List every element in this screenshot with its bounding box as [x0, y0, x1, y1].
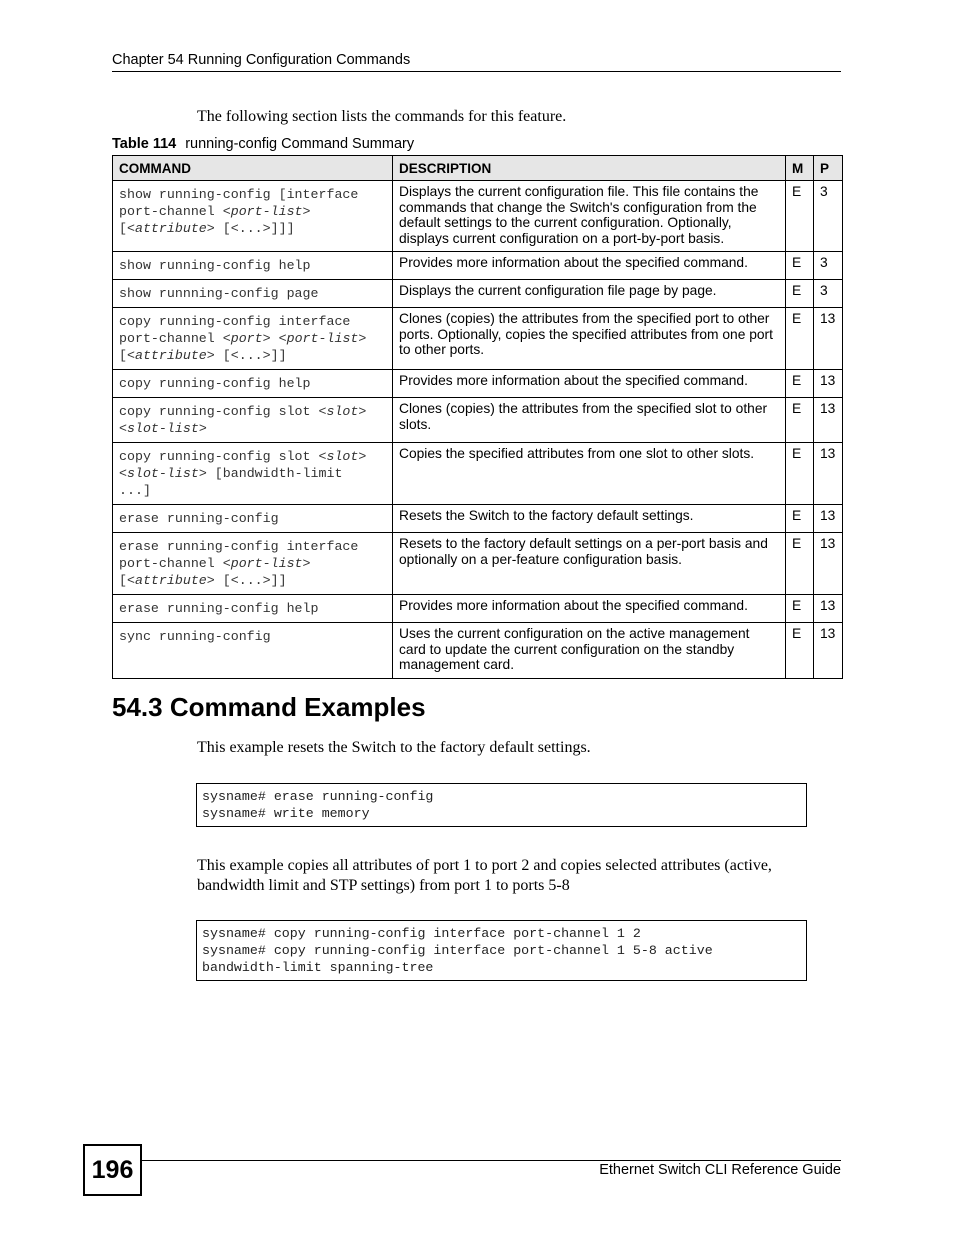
description-cell: Displays the current configuration file. This file contains the commands that change the Switch's configuration from the default settings to the current configuration. Optionally, displays current configuration on a port-by-port basis. [393, 181, 786, 252]
command-line [119, 257, 386, 274]
column-header-description: DESCRIPTION [393, 156, 786, 181]
table-row [113, 308, 843, 370]
command-argument: slot [326, 449, 359, 464]
command-cell [113, 595, 393, 623]
command-text: > [<...>]] [206, 348, 287, 363]
command-argument: port-list [286, 331, 359, 346]
command-text: port-channel < [119, 331, 231, 346]
command-cell [113, 623, 393, 679]
command-argument: port [230, 331, 263, 346]
column-header-command: COMMAND [113, 156, 393, 181]
command-line [119, 285, 386, 302]
command-line [119, 465, 386, 482]
command-text: > [302, 556, 311, 571]
table-header-row [113, 156, 843, 181]
command-cell [113, 505, 393, 533]
command-line [119, 347, 386, 364]
command-text: port-channel < [119, 556, 231, 571]
command-argument: port-list [230, 556, 303, 571]
command-text: [< [119, 221, 135, 236]
privilege-cell: 13 [814, 533, 843, 595]
command-cell [113, 252, 393, 280]
command-text: > [358, 331, 367, 346]
privilege-cell: 3 [814, 280, 843, 308]
command-text: > [198, 421, 207, 436]
command-text: > [<...>]]] [206, 221, 295, 236]
mode-cell: E [786, 505, 814, 533]
table-row [113, 623, 843, 679]
command-cell [113, 181, 393, 252]
column-header-m: M [786, 156, 814, 181]
command-line [119, 420, 386, 437]
command-text: > < [262, 331, 287, 346]
command-argument: port-list [230, 204, 303, 219]
privilege-cell: 3 [814, 181, 843, 252]
privilege-cell: 13 [814, 370, 843, 398]
command-text: show running-config help [119, 258, 311, 273]
command-line [119, 403, 386, 420]
command-text: erase running-config interface [119, 539, 359, 554]
description-cell: Resets the Switch to the factory default settings. [393, 505, 786, 533]
privilege-cell: 13 [814, 308, 843, 370]
command-argument: slot-list [126, 421, 199, 436]
command-text: < [119, 466, 127, 481]
table-row [113, 533, 843, 595]
command-text: port-channel < [119, 204, 231, 219]
command-text: copy running-config interface [119, 314, 351, 329]
command-line [119, 600, 386, 617]
command-line [119, 538, 386, 555]
command-line [119, 482, 386, 499]
command-cell [113, 308, 393, 370]
mode-cell: E [786, 252, 814, 280]
command-argument: attribute [134, 348, 207, 363]
table-caption-label: Table 114 [112, 136, 177, 152]
command-text: erase running-config [119, 511, 279, 526]
command-line [119, 555, 386, 572]
description-cell: Provides more information about the specified command. [393, 595, 786, 623]
command-text: > [<...>]] [206, 573, 287, 588]
command-text: [< [119, 573, 135, 588]
footer-rule [140, 1160, 841, 1161]
table-row [113, 252, 843, 280]
command-line [119, 186, 386, 203]
command-text: copy running-config slot < [119, 404, 327, 419]
example2-code-block: sysname# copy running-config interface port-channel 1 2 sysname# copy running-config interface port-channel 1 5-8 active bandwidth-limit spanning-tree [196, 920, 807, 981]
privilege-cell: 3 [814, 252, 843, 280]
privilege-cell: 13 [814, 623, 843, 679]
description-cell: Clones (copies) the attributes from the specified port to other ports. Optionally, copies the specified attributes from one port to other ports. [393, 308, 786, 370]
description-cell: Provides more information about the specified command. [393, 370, 786, 398]
command-argument: slot [326, 404, 359, 419]
command-cell [113, 280, 393, 308]
guide-title: Ethernet Switch CLI Reference Guide [599, 1162, 841, 1178]
command-cell [113, 443, 393, 505]
command-text: > [302, 204, 311, 219]
table-row [113, 505, 843, 533]
intro-paragraph: The following section lists the commands for this feature. [197, 108, 567, 125]
command-text: show running-config [interface [119, 187, 359, 202]
table-body [113, 181, 843, 679]
command-line [119, 572, 386, 589]
command-text: ...] [119, 483, 151, 498]
table-row [113, 398, 843, 443]
command-argument: attribute [134, 221, 207, 236]
command-text: > [358, 404, 367, 419]
mode-cell: E [786, 533, 814, 595]
table-row [113, 443, 843, 505]
command-cell [113, 398, 393, 443]
table-row [113, 370, 843, 398]
privilege-cell: 13 [814, 595, 843, 623]
table-row [113, 280, 843, 308]
command-summary-table [112, 155, 843, 679]
mode-cell: E [786, 398, 814, 443]
command-text: show runnning-config page [119, 286, 319, 301]
command-line [119, 628, 386, 645]
mode-cell: E [786, 623, 814, 679]
command-argument: slot-list [126, 466, 199, 481]
command-text: copy running-config help [119, 376, 311, 391]
chapter-header: Chapter 54 Running Configuration Commands [112, 52, 411, 68]
privilege-cell: 13 [814, 505, 843, 533]
table-caption [112, 136, 414, 152]
command-cell [113, 370, 393, 398]
mode-cell: E [786, 595, 814, 623]
description-cell: Provides more information about the specified command. [393, 252, 786, 280]
command-text: < [119, 421, 127, 436]
command-cell [113, 533, 393, 595]
description-cell: Resets to the factory default settings on a per-port basis and optionally on a per-feature configuration basis. [393, 533, 786, 595]
command-argument: attribute [134, 573, 207, 588]
mode-cell: E [786, 308, 814, 370]
example1-text: This example resets the Switch to the factory default settings. [197, 739, 591, 756]
privilege-cell: 13 [814, 398, 843, 443]
column-header-p: P [814, 156, 843, 181]
page-number: 196 [83, 1144, 142, 1196]
example1-code-block: sysname# erase running-config sysname# write memory [196, 783, 807, 827]
section-heading: 54.3 Command Examples [112, 692, 426, 722]
command-text: erase running-config help [119, 601, 319, 616]
command-line [119, 375, 386, 392]
mode-cell: E [786, 443, 814, 505]
header-rule [112, 71, 841, 72]
command-line [119, 220, 386, 237]
command-text: > [bandwidth-limit [198, 466, 343, 481]
command-line [119, 313, 386, 330]
command-text: [< [119, 348, 135, 363]
command-text: copy running-config slot < [119, 449, 327, 464]
example2-text: This example copies all attributes of port 1 to port 2 and copies selected attributes (active, bandwidth limit and STP settings) from port 1 to ports 5-8 [197, 857, 772, 894]
table-row [113, 595, 843, 623]
command-line [119, 330, 386, 347]
mode-cell: E [786, 280, 814, 308]
mode-cell: E [786, 181, 814, 252]
description-cell: Uses the current configuration on the active management card to update the current configuration on the standby management card. [393, 623, 786, 679]
privilege-cell: 13 [814, 443, 843, 505]
description-cell: Clones (copies) the attributes from the specified slot to other slots. [393, 398, 786, 443]
command-line [119, 448, 386, 465]
command-text: sync running-config [119, 629, 271, 644]
description-cell: Displays the current configuration file page by page. [393, 280, 786, 308]
command-line [119, 510, 386, 527]
table-caption-title: running-config Command Summary [185, 136, 415, 152]
description-cell: Copies the specified attributes from one slot to other slots. [393, 443, 786, 505]
command-line [119, 203, 386, 220]
command-text: > [358, 449, 367, 464]
table-row [113, 181, 843, 252]
mode-cell: E [786, 370, 814, 398]
